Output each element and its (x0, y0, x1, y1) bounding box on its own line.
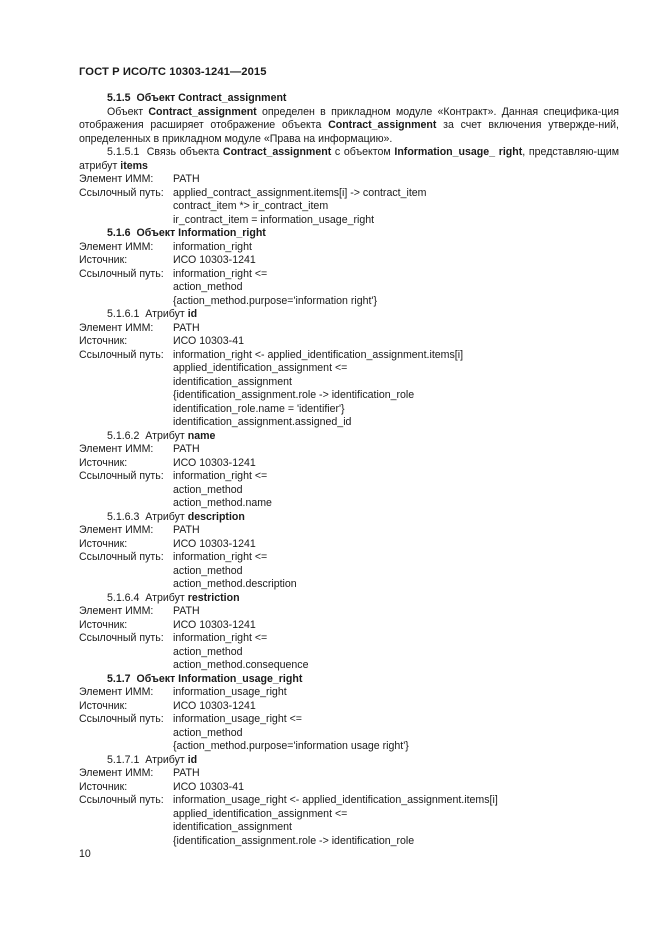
subsection-5-1-6-4: 5.1.6.4 Атрибут restriction (107, 591, 240, 604)
paragraph-contract-assignment: Объект Contract_assignment определен в прикладном модуле «Контракт». Данная специфика-ция отображения расширяет отображение объекта Contract_assignment за счет включения утвержде-ний, определенных в прикладном модуле «Права на информацию». (79, 105, 620, 145)
ref-path-line: {action_method.purpose='information right'} (173, 294, 377, 307)
ref-path-row: Ссылочный путь: information_right <= (79, 267, 268, 280)
ref-path-line: identification_role.name = 'identifier'} (173, 402, 345, 415)
page-number: 10 (79, 848, 91, 860)
section-heading-5-1-7: 5.1.7 Объект Information_usage_right (107, 672, 303, 685)
ref-path-line: action_method (173, 281, 243, 293)
section-heading-5-1-5: 5.1.5 Объект Contract_assignment (107, 92, 287, 104)
imm-element-row: Элемент ИММ: PATH (79, 524, 200, 536)
source-row: Источник: ИСО 10303-1241 (79, 456, 256, 469)
ref-path-line: action_method.description (173, 578, 297, 590)
ref-path-line: contract_item *> ir_contract_item (173, 200, 329, 212)
imm-element-row: Элемент ИММ: PATH (79, 173, 200, 185)
ref-path-line: identification_assignment.assigned_id (173, 416, 352, 428)
imm-element-row: Элемент ИММ: PATH (79, 605, 200, 617)
ref-path-line: identification_assignment (173, 821, 292, 833)
ref-path-line: identification_assignment (173, 375, 292, 388)
source-row: Источник: ИСО 10303-1241 (79, 254, 256, 266)
subsection-5-1-5-1: 5.1.5.1 Связь объекта Contract_assignment с объектом Information_usage_ right, представляю-щим атрибут items (79, 146, 619, 172)
ref-path-line: ir_contract_item = information_usage_right (173, 213, 375, 226)
ref-path-row: Ссылочный путь: information_right <= (79, 551, 268, 563)
ref-path-line: action_method.consequence (173, 659, 309, 671)
source-row: Источник: ИСО 10303-41 (79, 335, 244, 347)
document-body (79, 92, 619, 848)
ref-path-line: {identification_assignment.role -> identification_role (173, 389, 415, 401)
subsection-5-1-6-3: 5.1.6.3 Атрибут description (107, 510, 245, 523)
ref-path-line: action_method (173, 645, 243, 658)
ref-path-row: Ссылочный путь: information_right <= (79, 632, 268, 644)
imm-element-row: Элемент ИММ: PATH (79, 321, 200, 334)
ref-path-line: applied_identification_assignment <= (173, 362, 348, 374)
source-row: Источник: ИСО 10303-1241 (79, 537, 256, 550)
ref-path-line: action_method (173, 726, 243, 739)
ref-path-line: action_method.name (173, 497, 272, 509)
ref-path-row: Ссылочный путь: information_right <= (79, 470, 268, 482)
ref-path-row: Ссылочный путь: information_usage_right <- applied_identification_assignment.items[i] (79, 794, 498, 806)
imm-element-row: Элемент ИММ: information_right (79, 240, 252, 253)
ref-path-line: {action_method.purpose='information usage right'} (173, 740, 409, 752)
subsection-5-1-6-1: 5.1.6.1 Атрибут id (107, 308, 198, 320)
ref-path-row: Ссылочный путь: applied_contract_assignment.items[i] -> contract_item (79, 186, 427, 199)
subsection-5-1-6-2: 5.1.6.2 Атрибут name (107, 429, 216, 442)
imm-element-row: Элемент ИММ: PATH (79, 767, 200, 779)
imm-element-row: Элемент ИММ: information_usage_right (79, 686, 287, 698)
ref-path-row: Ссылочный путь: information_usage_right <= (79, 713, 302, 725)
ref-path-line: {identification_assignment.role -> identification_role (173, 834, 415, 847)
ref-path-line: applied_identification_assignment <= (173, 807, 348, 820)
ref-path-line: action_method (173, 564, 243, 577)
page-header: ГОСТ Р ИСО/ТС 10303-1241—2015 (79, 66, 267, 78)
section-heading-5-1-6: 5.1.6 Объект Information_right (107, 227, 266, 239)
source-row: Источник: ИСО 10303-41 (79, 780, 244, 793)
source-row: Источник: ИСО 10303-1241 (79, 618, 256, 631)
imm-element-row: Элемент ИММ: PATH (79, 443, 200, 455)
ref-path-line: action_method (173, 483, 243, 496)
source-row: Источник: ИСО 10303-1241 (79, 699, 256, 712)
ref-path-row: Ссылочный путь: information_right <- applied_identification_assignment.items[i] (79, 348, 464, 361)
subsection-5-1-7-1: 5.1.7.1 Атрибут id (107, 753, 198, 766)
